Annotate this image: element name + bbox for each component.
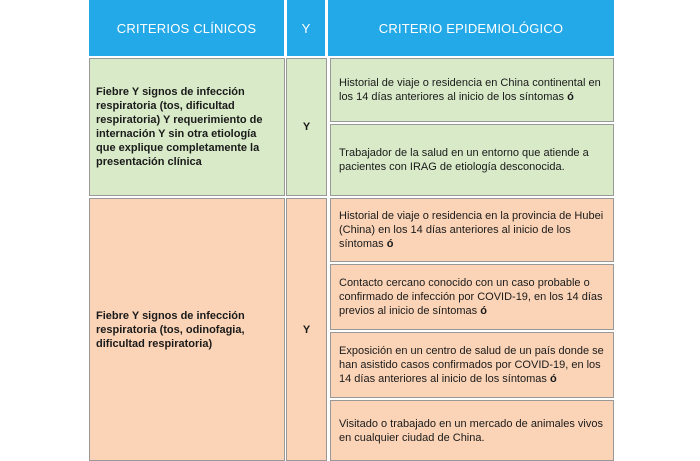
epi-criterion-1-2-text: Trabajador de la salud en un entorno que atiende a pacientes con IRAG de etiología desconocida. [339,147,589,173]
clinical-criteria-2-text: Fiebre Y signos de infección respiratoria (tos, odinofagia, dificultad respiratoria) [96,309,245,350]
clinical-criteria-2 [89,198,285,461]
header-epidemiological: CRITERIO EPIDEMIOLÓGICO [328,0,614,56]
epi-criterion-2-3 [330,332,614,398]
epi-criterion-2-1 [330,198,614,262]
y-connector-2: Y [286,198,327,461]
clinical-criteria-1-text: Fiebre Y signos de infección respiratoria (tos, dificultad respiratoria) Y requerimiento de internación Y sin otra etiología que explique completamente la presentación clínica [96,86,263,168]
epi-criterion-1-1-text: Historial de viaje o residencia en China continental en los 14 días anteriores al inicio de los síntomas ó [339,77,601,103]
header-clinical: CRITERIOS CLÍNICOS [89,0,284,56]
epi-criterion-2-3-text: Exposición en un centro de salud de un país donde se han asistido casos confirmados por COVID-19, en los 14 días anteriores al inicio de los síntomas ó [339,345,604,385]
clinical-criteria-1 [89,58,285,196]
epi-criterion-2-4-text: Visitado o trabajado en un mercado de animales vivos en cualquier ciudad de China. [339,417,603,444]
epi-criterion-1-1 [330,58,614,122]
criteria-table [89,0,614,461]
epi-criterion-2-4 [330,400,614,461]
epi-criterion-2-1-text: Historial de viaje o residencia en la provincia de Hubei (China) en los 14 días anteriores al inicio de los síntomas ó [339,210,604,250]
y-connector-1: Y [286,58,327,196]
header-y: Y [287,0,325,56]
epi-criterion-2-2-text: Contacto cercano conocido con un caso probable o confirmado de infección por COVID-19, en los 14 días previos al inicio de síntomas ó [339,277,603,317]
epi-criterion-1-2 [330,124,614,196]
epi-criterion-2-2 [330,264,614,330]
